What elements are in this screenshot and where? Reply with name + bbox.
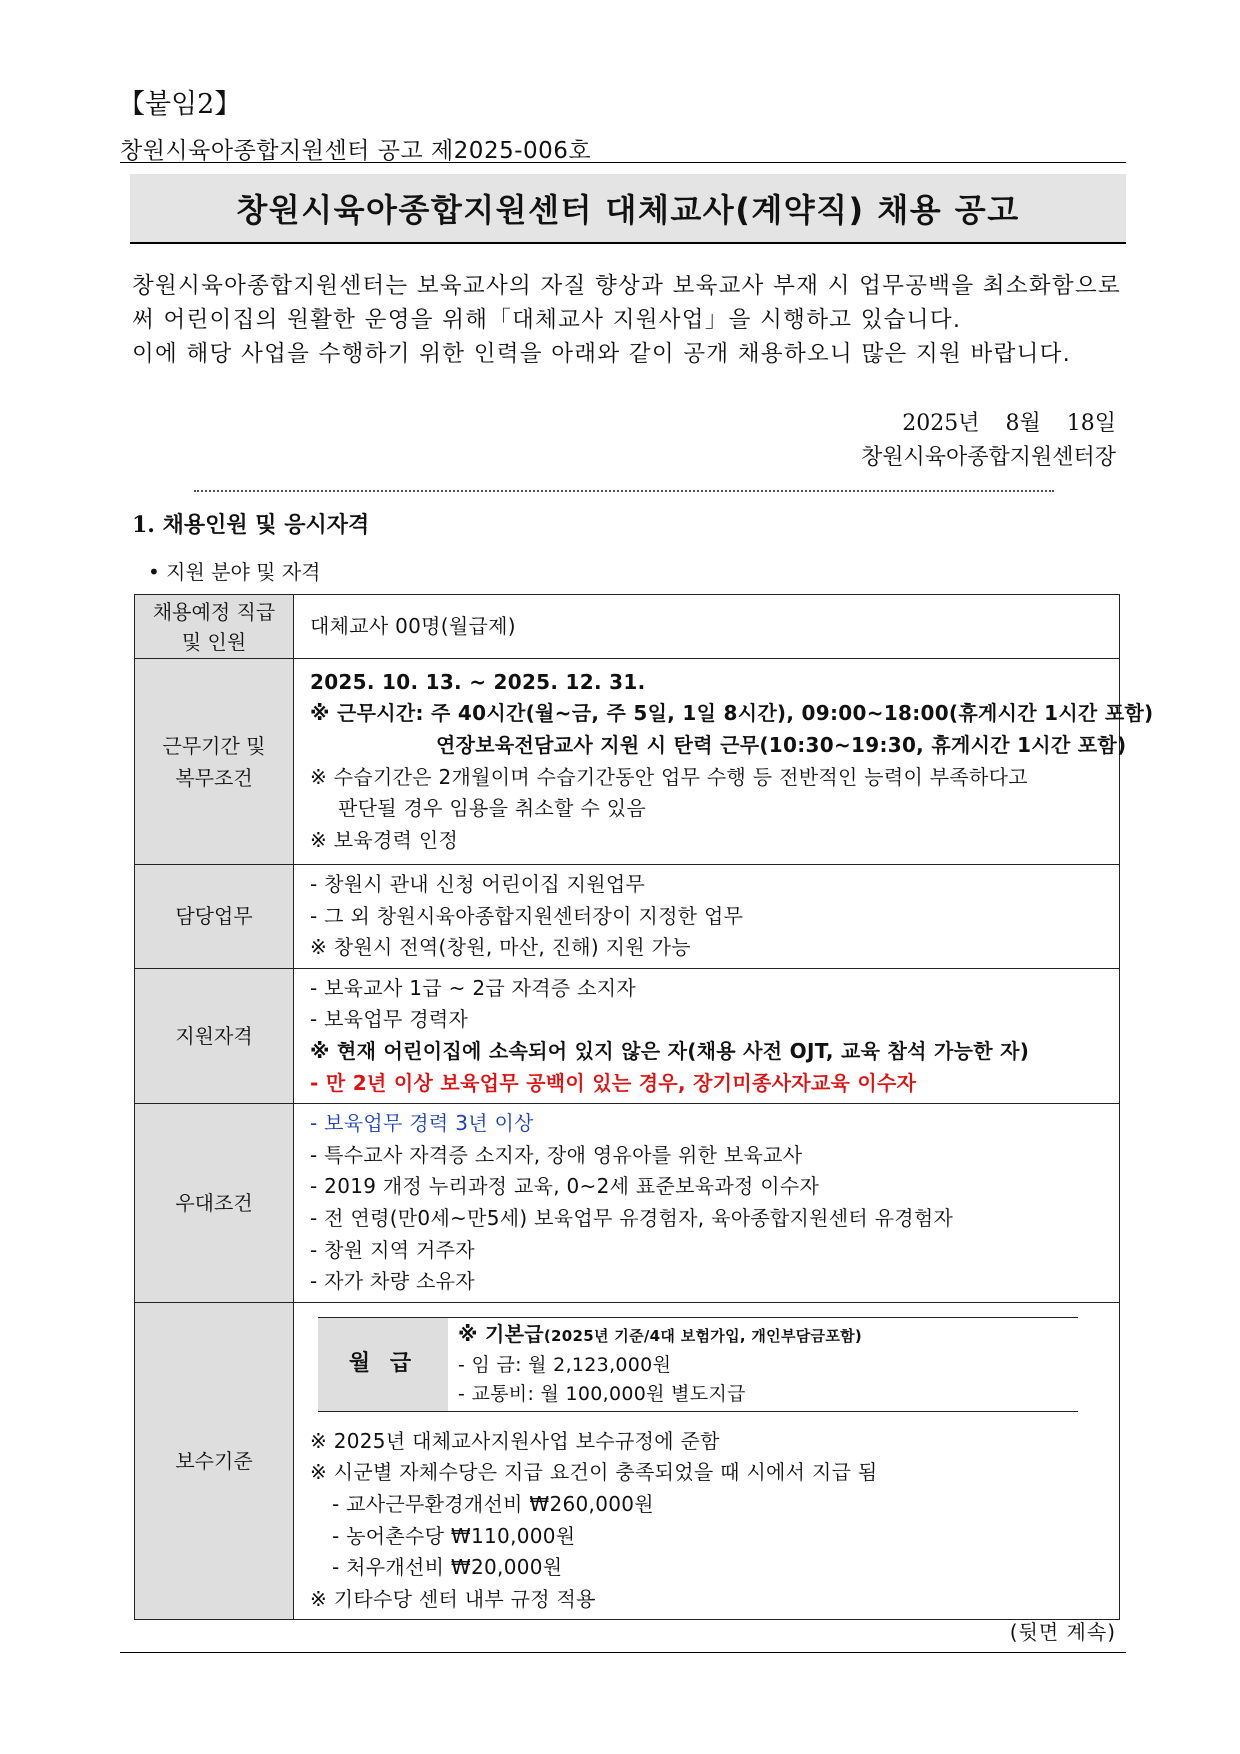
date-day: 18일 (1066, 411, 1116, 436)
base-pay-title: ※ 기본급 (458, 1321, 544, 1346)
attachment-label: 【붙임2】 (118, 89, 242, 120)
dotted-divider (194, 490, 1054, 492)
header-qualifications: 지원자격 (135, 968, 294, 1103)
cell-preferences (294, 1104, 1120, 1303)
qualification-item-2: - 보육업무 경력자 (310, 1007, 469, 1032)
table-row-qualifications (135, 968, 1120, 1103)
pay-box-label: 월 급 (318, 1318, 448, 1411)
preference-item-3: - 2019 개정 누리과정 교육, 0~2세 표준보육과정 이수자 (310, 1174, 820, 1199)
cell-position (294, 595, 1120, 659)
section-1-subtitle: • 지원 분야 및 자격 (148, 560, 321, 584)
header-pay: 보수기준 (135, 1302, 294, 1620)
position-value: 대체교사 00명(월급제) (310, 613, 516, 638)
table-row-period (135, 659, 1120, 865)
work-env-allowance: - 교사근무환경개선비 ₩260,000원 (332, 1491, 654, 1516)
transport-allowance: - 교통비: 월 100,000원 별도지급 (458, 1382, 746, 1405)
header-duties: 담당업무 (135, 865, 294, 969)
preference-item-2: - 특수교사 자격증 소지자, 장애 영유아를 위한 보육교사 (310, 1142, 803, 1167)
base-pay-note: (2025년 기준/4대 보험가입, 개인부담금포함) (543, 1326, 863, 1345)
intro-line-2: 써 어린이집의 원활한 운영을 위해「대체교사 지원사업」을 시행하고 있습니다. (132, 307, 962, 333)
city-allowance-note: ※ 시군별 자체수당은 지급 요건이 충족되었을 때 시에서 지급 됨 (310, 1460, 878, 1485)
section-1-title: 1. 채용인원 및 응시자격 (132, 512, 370, 538)
top-rule (120, 162, 1126, 163)
other-allowance-note: ※ 기타수당 센터 내부 규정 적용 (310, 1586, 596, 1611)
probation-note: ※ 수습기간은 2개월이며 수습기간동안 업무 수행 등 전반적인 능력이 부족하다고 (310, 764, 1028, 789)
qualification-item-1: - 보육교사 1급 ~ 2급 자격증 소지자 (310, 975, 637, 1000)
qualification-item-3: ※ 현재 어린이집에 소속되어 있지 않은 자(채용 사전 OJT, 교육 참석 가능한 자) (310, 1038, 1030, 1063)
header-position: 채용예정 직급 및 인원 (135, 595, 294, 659)
career-note: ※ 보육경력 인정 (310, 827, 459, 852)
recruitment-table (134, 594, 1154, 1620)
header-preferences: 우대조건 (135, 1104, 294, 1303)
base-salary: - 임 금: 월 2,123,000원 (458, 1353, 672, 1376)
table-row-pay (135, 1302, 1120, 1620)
cell-period (294, 659, 1154, 865)
header-period: 근무기간 및 복무조건 (135, 659, 294, 865)
duty-item-2: - 그 외 창원시육아종합지원센터장이 지정한 업무 (310, 903, 744, 928)
pay-box-detail (448, 1318, 872, 1411)
cell-qualifications (294, 968, 1120, 1103)
pay-box (318, 1317, 1078, 1412)
qualification-item-4: - 만 2년 이상 보육업무 공백이 있는 경우, 장기미종사자교육 이수자 (310, 1070, 917, 1095)
flex-hours: 연장보육전담교사 지원 시 탄력 근무(10:30~19:30, 휴게시간 1시간 포함) (436, 732, 1127, 757)
pay-rule-note: ※ 2025년 대체교사지원사업 보수규정에 준함 (310, 1428, 720, 1453)
cell-duties (294, 865, 1120, 969)
table-row-duties (135, 865, 1120, 969)
date-month: 8월 (1005, 411, 1041, 436)
duty-item-1: - 창원시 관내 신청 어린이집 지원업무 (310, 872, 646, 896)
intro-line-3: 이에 해당 사업을 수행하기 위한 인력을 아래와 같이 공개 채용하오니 많은 지원 바랍니다. (132, 341, 1072, 367)
duty-note: ※ 창원시 전역(창원, 마산, 진해) 지원 가능 (310, 935, 691, 960)
preference-item-5: - 창원 지역 거주자 (310, 1237, 475, 1262)
cell-pay (294, 1302, 1120, 1620)
preference-item-6: - 자가 차량 소유자 (310, 1269, 475, 1294)
work-hours: ※ 근무시간: 주 40시간(월~금, 주 5일, 1일 8시간), 09:00~18:00(휴게시간 1시간 포함) (310, 701, 1154, 726)
bottom-rule (120, 1652, 1126, 1653)
probation-note-cont: 판단될 경우 임용을 취소할 수 있음 (338, 796, 646, 821)
period-dates: 2025. 10. 13. ~ 2025. 12. 31. (310, 669, 646, 694)
continued-note: (뒷면 계속) (1009, 1620, 1116, 1644)
rural-allowance: - 농어촌수당 ₩110,000원 (332, 1523, 576, 1548)
table-row-preferences (135, 1104, 1120, 1303)
intro-line-1: 창원시육아종합지원센터는 보육교사의 자질 향상과 보육교사 부재 시 업무공백을 최소화함으로 (132, 273, 1122, 299)
notice-number: 창원시육아종합지원센터 공고 제2025-006호 (120, 138, 592, 164)
treatment-allowance: - 처우개선비 ₩20,000원 (332, 1555, 563, 1580)
preference-item-1: - 보육업무 경력 3년 이상 (310, 1111, 534, 1136)
table-row-position (135, 595, 1120, 659)
page-title: 창원시육아종합지원센터 대체교사(계약직) 채용 공고 (236, 191, 1020, 229)
notice-date (902, 406, 1116, 437)
title-box (130, 174, 1126, 244)
issuer: 창원시육아종합지원센터장 (860, 445, 1116, 470)
date-year: 2025년 (902, 411, 980, 436)
preference-item-4: - 전 연령(만0세~만5세) 보육업무 유경험자, 육아종합지원센터 유경험자 (310, 1205, 954, 1230)
